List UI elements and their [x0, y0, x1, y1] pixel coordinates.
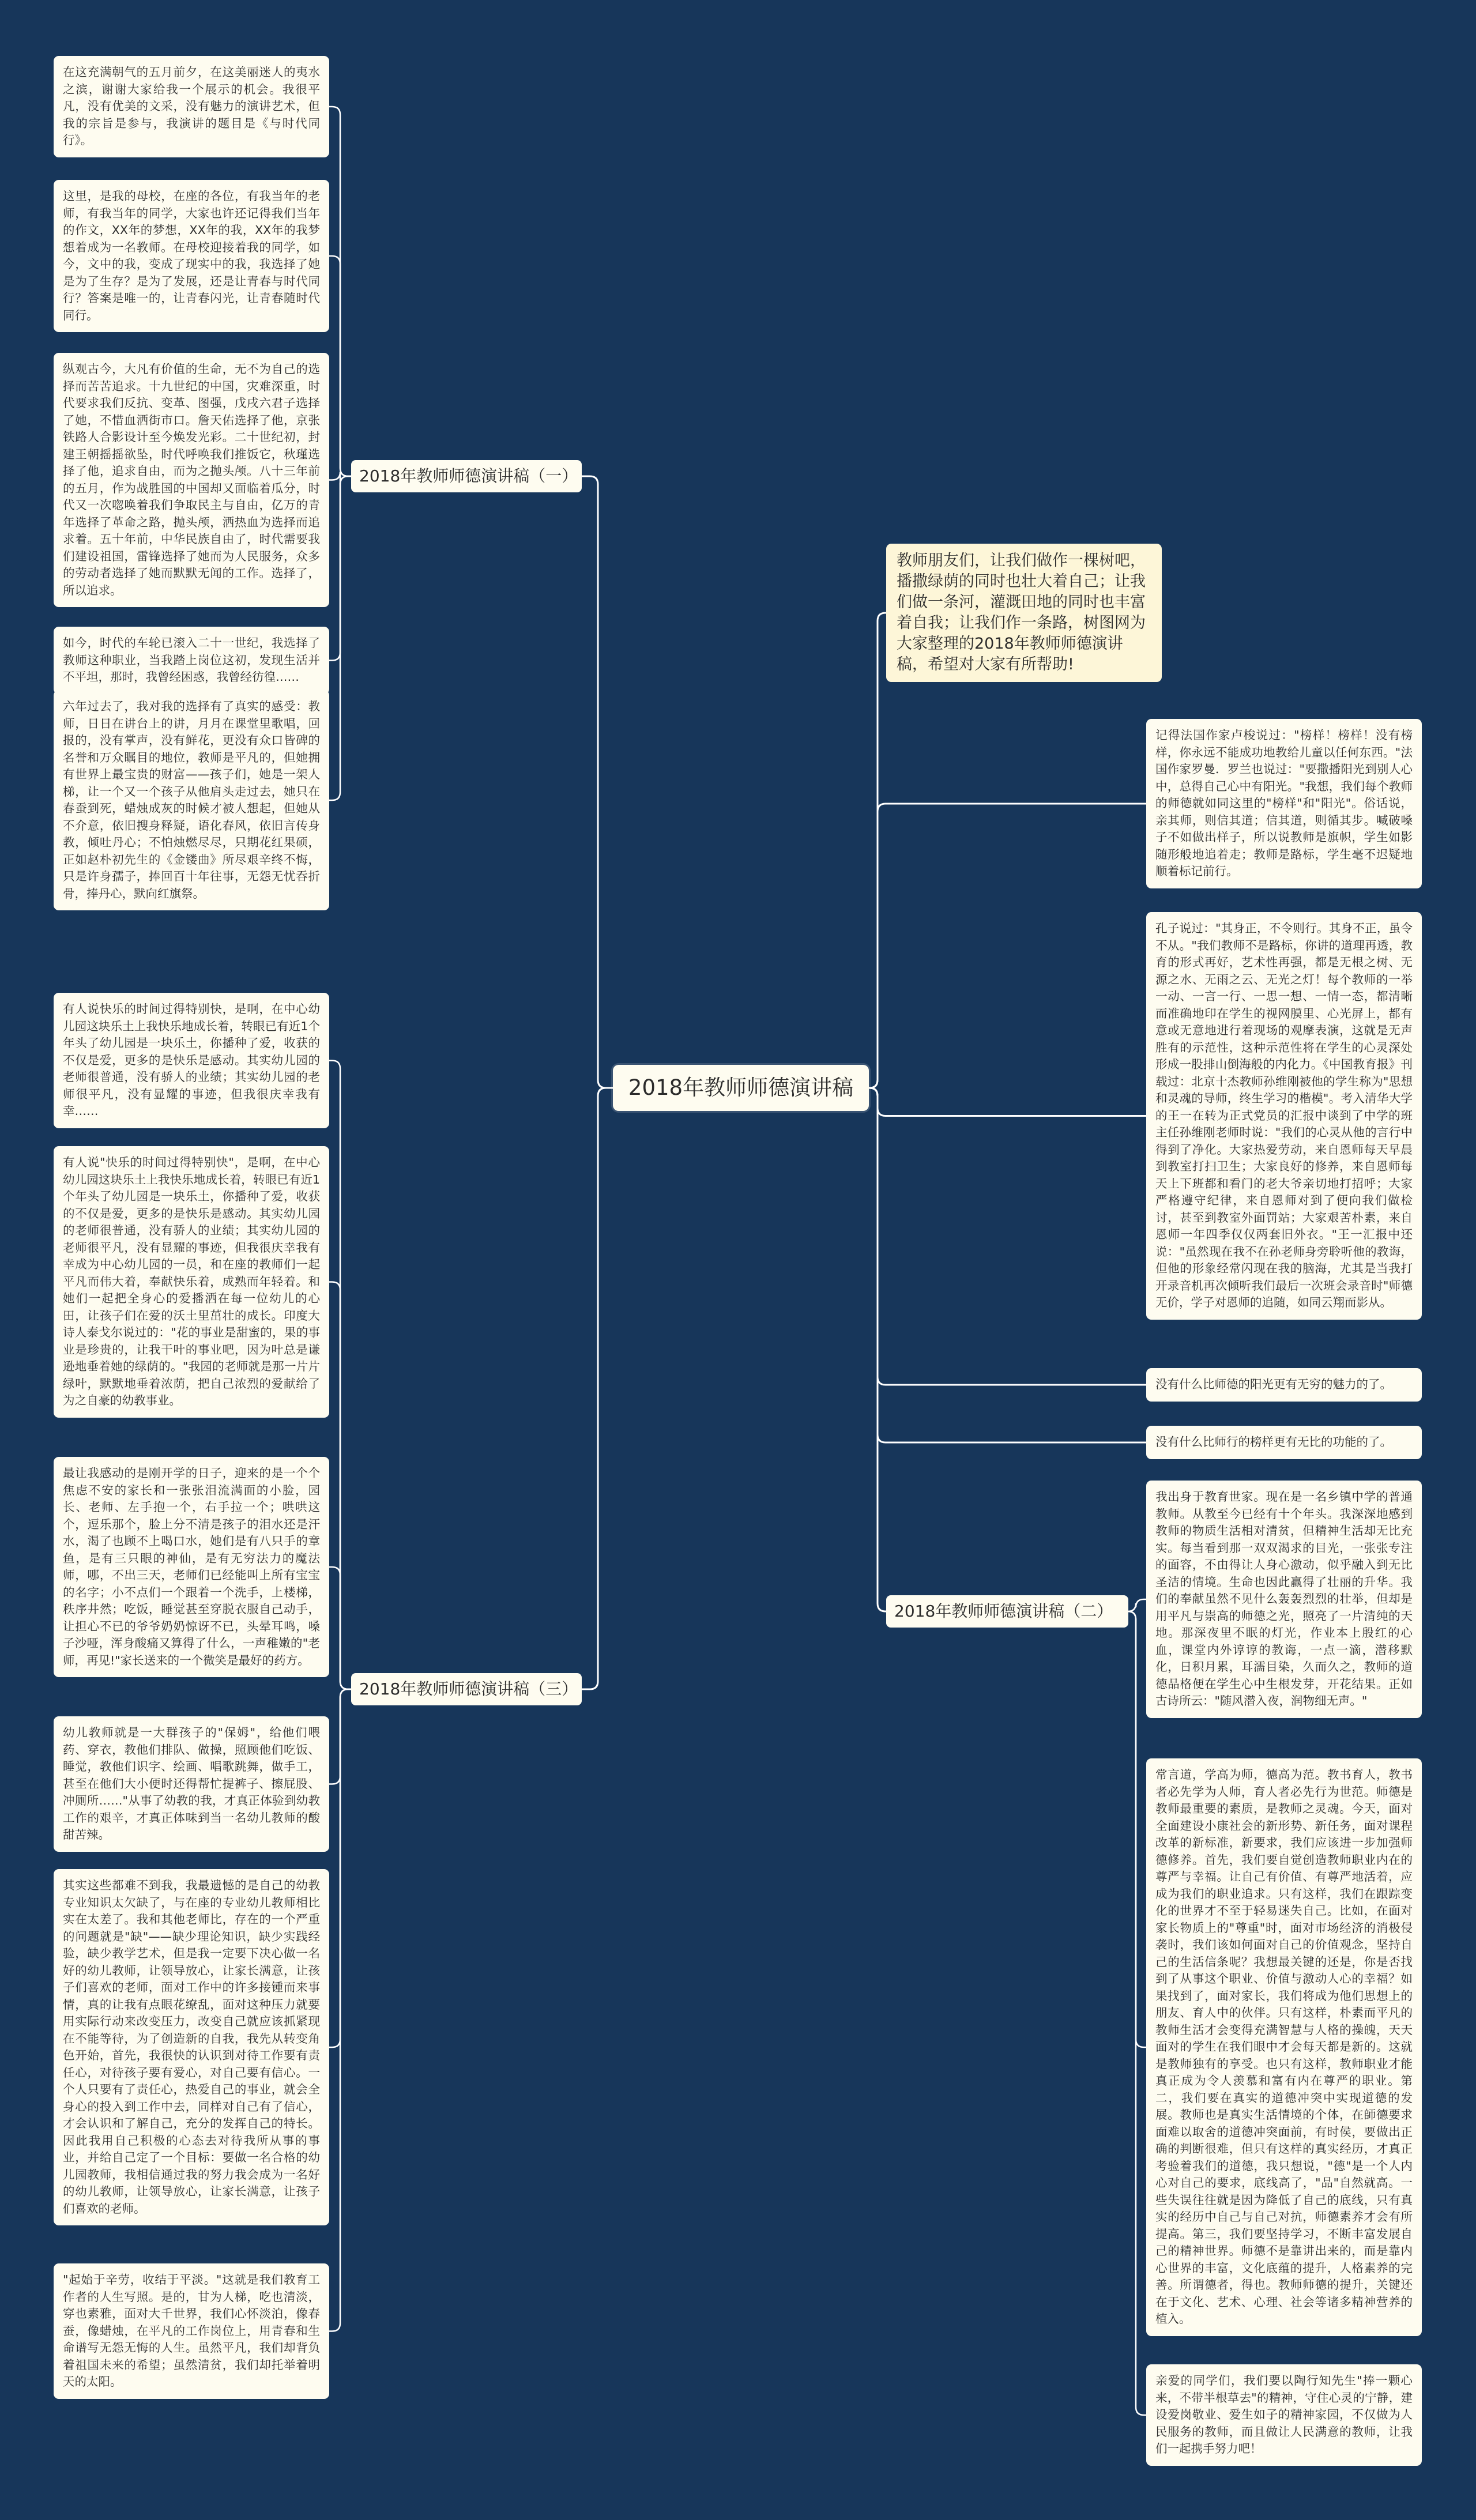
leaf-note[interactable]: "起始于辛劳，收结于平淡。"这就是我们教育工作者的人生写照。是的，甘为人梯，吃也清淡，穿也素雅，面对大千世界，我们心怀淡泊，像春蚕，像蜡烛，在平凡的工作岗位上，用青春和生命谱写无怨无悔的人生。虽然平凡，我们却背负着祖国未来的希望；虽然清贫，我们却托举着明天的太阳。: [54, 2263, 329, 2399]
leaf-note[interactable]: 幼儿教师就是一大群孩子的"保姆"，给他们喂药、穿衣，教他们排队、做操，照顾他们吃饭、睡觉，教他们识字、绘画、唱歌跳舞，做手工，甚至在他们大小便时还得帮忙提裤子、擦屁股、冲厕所……"从事了幼教的我，才真正体验到幼教工作的艰辛，才真正体味到当一名幼儿教师的酸甜苦辣。: [54, 1716, 329, 1852]
leaf-note[interactable]: 这里，是我的母校，在座的各位，有我当年的老师，有我当年的同学，大家也许还记得我们当年的作文，XX年的梦想，XX年的我，XX年的我梦想着成为一名教师。在母校迎接着我的同学，如今，文中的我，变成了现实中的我，我选择了她是为了生存？是为了发展，还是让青春与时代同行？答案是唯一的，让青春闪光，让青春随时代同行。: [54, 180, 329, 332]
connector-line: [582, 476, 613, 1088]
leaf-note[interactable]: 我出身于教育世家。现在是一名乡镇中学的普通教师。从教至今已经有十个年头。我深深地感到教师的物质生活相对清贫，但精神生活却无比充实。每当看到那一双双渴求的目光，一张张专注的面容，不由得让人身心激动，似乎融入到无比圣洁的情境。生命也因此赢得了壮丽的升华。我们的奉献虽然不见什么轰轰烈烈的壮举，但却是用平凡与崇高的师德之光，照亮了一片清纯的天地。那深夜里不眠的灯光，作业本上殷红的心血，课堂内外谆谆的教诲，一点一滴，潜移默化，日积月累，耳濡目染，久而久之，教师的道德品格便在学生心中生根发芽，开花结果。正如古诗所云："随风潜入夜，润物细无声。": [1146, 1481, 1422, 1718]
connector-line: [869, 1088, 1146, 1116]
leaf-note[interactable]: 有人说快乐的时间过得特别快，是啊，在中心幼儿园这块乐土上我快乐地成长着，转眼已有近1个年头了幼儿园是一块乐土，你播种了爱，收获的不仅是爱，更多的是快乐是感动。其实幼儿园的老师很普通，没有骄人的业绩；其实幼儿园的老师很平凡，没有显耀的事迹，但我很庆幸我有幸……: [54, 993, 329, 1128]
leaf-note[interactable]: 六年过去了，我对我的选择有了真实的感受：教师，日日在讲台上的讲，月月在课堂里歌唱，回报的，没有掌声，没有鲜花，更没有众口皆碑的名誉和万众瞩目的地位，教师是平凡的，但她拥有世界上最宝贵的财富——孩子们，她是一架人梯，让一个又一个孩子从他肩头走过去，她只在春蚕到死，蜡烛成灰的时候才被人想起，但她从不介意，依旧搜身释疑，语化春风，依旧言传身教，倾吐丹心；不怕烛燃尽尽，只期花红果硕，正如赵朴初先生的《金镂曲》所尽艰辛终不悔，只是许身孺子，捧回百十年往事，无怨无忧吞折骨，捧丹心，默向红旗祭。: [54, 690, 329, 910]
leaf-note[interactable]: 纵观古今，大凡有价值的生命，无不为自己的选择而苦苦追求。十九世纪的中国，灾难深重，时代要求我们反抗、变革、图强，戊戌六君子选择了她，不惜血洒街市口。詹天佑选择了他，京张铁路人合影设计至今焕发光彩。二十世纪初，封建王朝摇摇欲坠，时代呼唤我们推饭它，秋瑾选择了他，追求自由，而为之抛头颅。八十三年前的五月，作为战胜国的中国却又面临着瓜分，时代又一次唿唤着我们争取民主与自由，亿万的青年选择了革命之路，抛头颅，洒热血为选择而追求着。五十年前，中华民族自由了，时代需要我们建设祖国，雷锋选择了她而为人民服务，众多的劳动者选择了她而默默无闻的工作。选择了，所以追求。: [54, 353, 329, 607]
leaf-note[interactable]: 常言道，学高为师，德高为范。教书育人，教书者必先学为人师，育人者必先行为世范。师德是教师最重要的素质，是教师之灵魂。今天，面对全面建设小康社会的新形势、新任务，面对课程改革的新标准，新要求，我们应该进一步加强师德修养。首先，我们要自觉创造教师职业内在的尊严与幸福。让自己有价值、有尊严地活着，应成为我们的职业追求。只有这样，我们在跟踪变化的世界才不至于轻易迷失自己。比如，在面对家长物质上的"尊重"时，面对市场经济的消极侵袭时，我们该如何面对自己的价值观念，坚持自己的生活信条呢？我想最关键的还是，你是否找到了从事这个职业、价值与激动人心的幸福？如果找到了，面对家长，我们将成为他们思想上的朋友、育人中的伙伴。只有这样，朴素而平凡的教师生活才会变得充满智慧与人格的操魄，天天面对的学生在我们眼中才会每天都是新的。这就是教师独有的享受。也只有这样，教师职业才能真正成为令人羡慕和富有内在尊严的职业。第二，我们要在真实的道德冲突中实现道德的发展。教师也是真实生活情境的个体，在師德要求面难以取舍的道德冲突面前，有时侯，要做出正确的判断很难，但只有这样的真实经历，才真正考验着我们的道德，我只想说，"德"是一个人内心对自己的要求，底线高了，"品"自然就高。一些失误往往就是因为降低了自己的底线，只有真实的经历中自己与自己对抗，师德素养才会有所提高。第三，我们要坚持学习，不断丰富发展自己的精神世界。师德不是靠讲出来的，而是靠内心世界的丰富，文化底蕴的提升，人格素养的完善。所谓德者，得也。教师师德的提升，关键还在于文化、艺术、心理、社会等诸多精神营养的植入。: [1146, 1758, 1422, 2336]
connector-line: [869, 1088, 1146, 1442]
leaf-note[interactable]: 记得法国作家卢梭说过："榜样！榜样！没有榜样，你永远不能成功地教给儿童以任何东西。"法国作家罗曼．罗兰也说过："要撒播阳光到别人心中，总得自己心中有阳光。"我想，我们每个教师的师德就如同这里的"榜样"和"阳光"。俗话说，亲其师，则信其道；信其道，则循其步。喊破嗓子不如做出样子，所以说教师是旗帜，学生如影随形般地追着走；教师是路标，学生毫不迟疑地顺着标记前行。: [1146, 719, 1422, 888]
connector-line: [1128, 1599, 1146, 1611]
connector-line: [329, 256, 351, 476]
leaf-note[interactable]: 没有什么比师德的阳光更有无穷的魅力的了。: [1146, 1368, 1422, 1402]
intro-note[interactable]: 教师朋友们，让我们做作一棵树吧，播撒绿荫的同时也壮大着自己；让我们做一条河，灌溉田地的同时也丰富着自我；让我们作一条路，树图网为大家整理的2018年教师师德演讲稿，希望对大家有所帮助!: [886, 544, 1162, 682]
leaf-note[interactable]: 其实这些都难不到我，我最遗憾的是自己的幼教专业知识太欠缺了，与在座的专业幼儿教师相比实在太差了。我和其他老师比，存在的一个严重的问题就是"缺"——缺少理论知识，缺少实践经验，缺少教学艺术，但是我一定要下决心做一名好的幼儿教师，让领导放心，让家长满意，让孩子们喜欢的老师，面对工作中的许多接锺而来事情，真的让我有点眼花缭乱，面对这种压力就要用实际行动来改变压力，改变自己就应该抓紧现在不能等待，为了创造新的自我，我先从转变角色开始，首先，我很快的认识到对待工作要有责任心，对待孩子要有爱心，对自己要有信心。一个人只要有了责任心，热爱自己的事业，就会全身心的投入到工作中去，同样对自己有了信心，才会认识和了解自己，充分的发挥自己的特长。因此我用自己积极的心态去对待我所从事的事业，并给自己定了一个目标：要做一名合格的幼儿园教师，我相信通过我的努力我会成为一名好的幼儿教师，让领导放心，让家长满意，让孩子们喜欢的老师。: [54, 1869, 329, 2225]
leaf-note[interactable]: 亲爱的同学们，我们要以陶行知先生"捧一颗心来，不带半根草去"的精神，守住心灵的宁静，建设爱岗敬业、爱生如子的精神家园，不仅做为人民服务的教师，而且做让人民满意的教师，让我们一起携手努力吧！: [1146, 2364, 1422, 2466]
leaf-note[interactable]: 孔子说过："其身正，不令则行。其身不正，虽令不从。"我们教师不是路标，你讲的道理再透，教育的形式再好，艺术性再强，都是无根之树、无源之水、无雨之云、无光之灯！每个教师的一举一动、一言一行、一思一想、一情一态，都清晰而准确地印在学生的视网膜里、心光屏上，都有意或无意地进行着现场的观摩表演，这就是无声胜有的示范性，这种示范性将在学生的心灵深处形成一股排山倒海般的内化力。《中国教育报》刊载过：北京十杰教师孙维刚被他的学生称为"思想和灵魂的导师，终生学习的楷模"。考入清华大学的王一在转为正式党员的汇报中谈到了中学的班主任孙维刚老师时说："我们的心灵从他的言行中得到了净化。大家热爱劳动，来自恩师每天早晨到教室打扫卫生；大家良好的修养，来自恩师每天上下班都和看门的老大爷亲切地打招呼；大家严格遵守纪律，来自恩师对到了便向我们做检讨，甚至到教室外面罚站；大家艰苦朴素，来自恩师一年四季仅仅两套旧外衣。"王一汇报中还说："虽然现在我不在孙老师身旁聆听他的教诲，但他的形象经常闪现在我的脑海，尤其是当我打开录音机再次倾听我们最后一次班会录音时"师德无价，学子对恩师的追随，如同云翔而影从。: [1146, 912, 1422, 1320]
branch-speech-three[interactable]: 2018年教师师德演讲稿（三）: [351, 1673, 582, 1705]
connector-line: [1128, 1611, 1146, 2415]
branch-speech-two[interactable]: 2018年教师师德演讲稿（二）: [886, 1595, 1128, 1628]
connector-line: [329, 1689, 351, 2331]
connector-line: [869, 1088, 1146, 1385]
center-topic[interactable]: 2018年教师师德演讲稿: [613, 1065, 869, 1111]
connector-line: [329, 476, 351, 800]
leaf-note[interactable]: 如今，时代的车轮已滚入二十一世纪，我选择了教师这种职业，当我踏上岗位这初，发现生活并不平坦，那时，我曾经困惑，我曾经彷徨……: [54, 627, 329, 694]
leaf-note[interactable]: 在这充满朝气的五月前夕，在这美丽迷人的夷水之滨，谢谢大家给我一个展示的机会。我很平凡，没有优美的文采，没有魅力的演讲艺术，但我的宗旨是参与，我演讲的题目是《与时代同行》。: [54, 56, 329, 157]
leaf-note[interactable]: 有人说"快乐的时间过得特别快"，是啊，在中心幼儿园这块乐土上我快乐地成长着，转眼已有近1个年头了幼儿园是一块乐土，你播种了爱，收获的不仅是爱，更多的是快乐是感动。其实幼儿园的老师很普通，没有骄人的业绩；其实幼儿园的老师很平凡，没有显耀的事迹，但我很庆幸我有幸成为中心幼儿园的一员，和在座的教师们一起平凡而伟大着，奉献快乐着，成熟而年轻着。和她们一起把全身心的爱播洒在每一位幼儿的心田，让孩子们在爱的沃土里茁壮的成长。印度大诗人泰戈尔说过的："花的事业是甜蜜的，果的事业是珍贵的，让我干叶的事业吧，因为叶总是谦逊地垂着她的绿荫的。"我园的老师就是那一片片绿叶，默默地垂着浓荫，把自己浓烈的爱献给了为之自豪的幼教事业。: [54, 1146, 329, 1418]
leaf-note[interactable]: 没有什么比师行的榜样更有无比的功能的了。: [1146, 1426, 1422, 1459]
leaf-note[interactable]: 最让我感动的是刚开学的日子，迎来的是一个个焦虑不安的家长和一张张泪流满面的小脸，园长、老师、左手抱一个，右手拉一个；哄哄这个，逗乐那个，脸上分不清是孩子的泪水还是汗水，渴了也顾不上喝口水，她们是有八只手的章鱼，是有三只眼的神仙，是有无穷法力的魔法师，哪，不出三天，老师们已经能叫上所有宝宝的名字；小不点们一个跟着一个洗手，上楼梯，秩序井然；吃饭，睡觉甚至穿脱衣服自己动手，让担心不已的爷爷奶奶惊讶不已，头晕耳鸣，嗓子沙哑，浑身酸痛又算得了什么，一声稚嫩的"老师，再见!"家长送来的一个微笑是最好的药方。: [54, 1457, 329, 1677]
connector-line: [1128, 1611, 1146, 2047]
connector-line: [329, 1567, 351, 1689]
branch-speech-one[interactable]: 2018年教师师德演讲稿（一）: [351, 460, 582, 492]
connector-line: [869, 804, 1146, 1088]
connector-line: [582, 1088, 613, 1689]
